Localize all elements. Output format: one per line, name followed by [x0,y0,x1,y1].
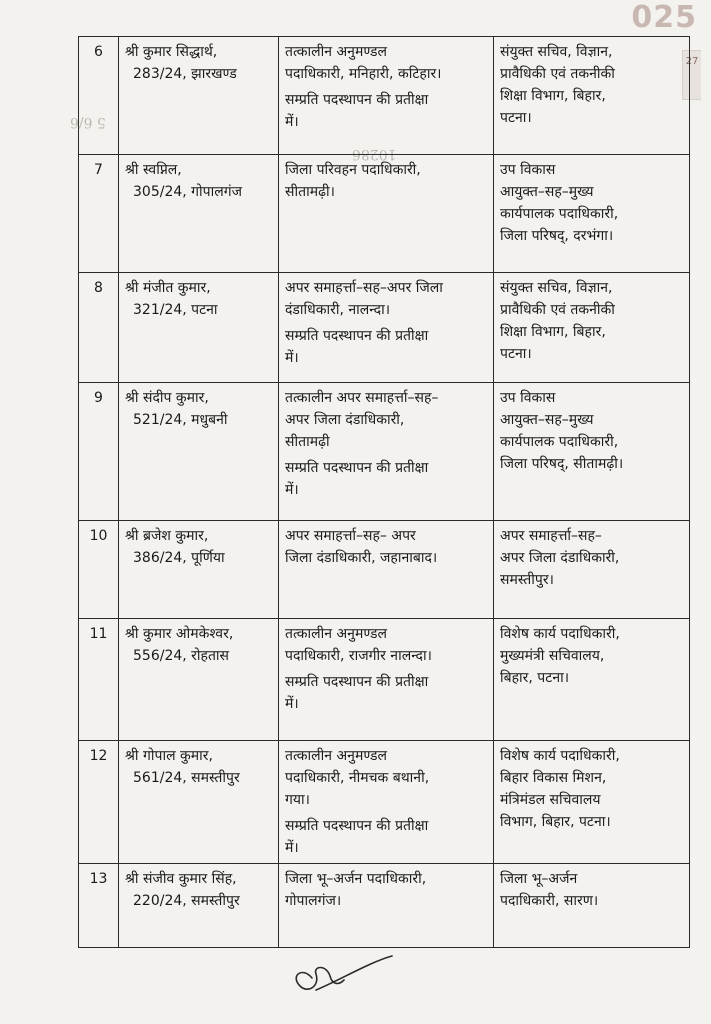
new-posting-line: कार्यपालक पदाधिकारी, [500,206,619,222]
table-row [79,37,690,155]
year-stamp: 025 [631,0,697,35]
table-row [79,864,690,948]
current-post-line: सीतामढ़ी [285,434,330,450]
current-post [279,864,494,948]
officer-name-line: 220/24, समस्तीपुर [133,893,240,909]
officer-name-line: 321/24, पटना [133,302,218,318]
new-posting-line: आयुक्त–सह–मुख्य [500,184,594,200]
officer-name-line: श्री संजीव कुमार सिंह, [125,871,237,887]
officer-name-line: श्री कुमार सिद्धार्थ, [125,44,218,60]
new-posting-line: विशेष कार्य पदाधिकारी, [500,748,620,764]
serial-number: 13 [79,864,119,948]
current-post-line: अपर समाहर्त्ता–सह–अपर जिला [285,280,443,296]
new-posting-line: पटना। [500,346,532,362]
new-posting-line: पदाधिकारी, सारण। [500,893,599,909]
awaiting-posting-note [285,325,487,369]
awaiting-posting-note [285,815,487,859]
new-posting-line: अपर जिला दंडाधिकारी, [500,550,620,566]
new-posting-line: विशेष कार्य पदाधिकारी, [500,626,620,642]
officer-name [119,273,279,383]
table-row [79,619,690,741]
current-post [279,741,494,864]
faint-bleed-through-number: 10286 [352,146,397,162]
new-posting-line: जिला परिषद्, दरभंगा। [500,228,614,244]
officer-name-line: 305/24, गोपालगंज [133,184,243,200]
table-row [79,383,690,521]
new-posting-line: बिहार, पटना। [500,670,570,686]
new-posting-line: मुख्यमंत्री सचिवालय, [500,648,605,664]
current-post-line: जिला भू–अर्जन पदाधिकारी, [285,871,427,887]
awaiting-posting-note-line: में। [285,840,299,856]
current-post-line: पदाधिकारी, राजगीर नालन्दा। [285,648,432,664]
officer-name-line: 386/24, पूर्णिया [133,550,225,566]
current-post [279,521,494,619]
officer-name [119,741,279,864]
officer-name-line: 556/24, रोहतास [133,648,230,664]
awaiting-posting-note-line: में। [285,350,299,366]
officer-name-line: श्री ब्रजेश कुमार, [125,528,209,544]
serial-number: 11 [79,619,119,741]
new-posting-line: संयुक्त सचिव, विज्ञान, [500,44,613,60]
new-posting-line: अपर समाहर्त्ता–सह– [500,528,602,544]
officer-name-line: 521/24, मधुबनी [133,412,228,428]
new-posting-line: पटना। [500,110,532,126]
new-posting-line: आयुक्त–सह–मुख्य [500,412,594,428]
awaiting-posting-note-line: सम्प्रति पदस्थापन की प्रतीक्षा [285,460,429,476]
new-posting-line: संयुक्त सचिव, विज्ञान, [500,280,613,296]
new-posting-line: उप विकास [500,390,556,406]
new-posting [494,741,690,864]
new-posting-line: शिक्षा विभाग, बिहार, [500,324,606,340]
officer-name [119,521,279,619]
new-posting [494,37,690,155]
new-posting [494,619,690,741]
awaiting-posting-note [285,457,487,501]
current-post-line: तत्कालीन अनुमण्डल [285,626,387,642]
current-post-line: गया। [285,792,310,808]
signature [280,950,400,1010]
awaiting-posting-note-line: सम्प्रति पदस्थापन की प्रतीक्षा [285,674,429,690]
current-post-line: अपर जिला दंडाधिकारी, [285,412,405,428]
officer-name [119,383,279,521]
new-posting [494,273,690,383]
current-post-line: पदाधिकारी, मनिहारी, कटिहार। [285,66,442,82]
new-posting-line: जिला भू–अर्जन [500,871,578,887]
serial-number: 6 [79,37,119,155]
current-post [279,37,494,155]
awaiting-posting-note-line: सम्प्रति पदस्थापन की प्रतीक्षा [285,818,429,834]
new-posting [494,383,690,521]
current-post-line: तत्कालीन अनुमण्डल [285,748,387,764]
serial-number: 7 [79,155,119,273]
new-posting-line: कार्यपालक पदाधिकारी, [500,434,619,450]
officer-name-line: श्री कुमार ओमकेश्वर, [125,626,234,642]
officer-name [119,864,279,948]
awaiting-posting-note-line: सम्प्रति पदस्थापन की प्रतीक्षा [285,92,429,108]
table-row [79,155,690,273]
officer-name-line: 561/24, समस्तीपुर [133,770,240,786]
faint-bleed-through-mark: 5 6/6 [70,114,106,130]
officer-name [119,155,279,273]
new-posting-line: बिहार विकास मिशन, [500,770,607,786]
page-tab: 27 [682,50,701,100]
awaiting-posting-note [285,671,487,715]
awaiting-posting-note-line: में। [285,696,299,712]
new-posting-line: समस्तीपुर। [500,572,554,588]
current-post-line: सीतामढ़ी। [285,184,335,200]
current-post-line: पदाधिकारी, नीमचक बथानी, [285,770,430,786]
officer-name [119,619,279,741]
current-post [279,619,494,741]
new-posting-line: प्रावैधिकी एवं तकनीकी [500,302,615,318]
current-post-line: जिला परिवहन पदाधिकारी, [285,162,421,178]
officer-name [119,37,279,155]
awaiting-posting-note-line: में। [285,482,299,498]
officer-name-line: श्री स्वप्निल, [125,162,182,178]
new-posting [494,521,690,619]
serial-number: 10 [79,521,119,619]
current-post-line: जिला दंडाधिकारी, जहानाबाद। [285,550,438,566]
table-row [79,741,690,864]
serial-number: 9 [79,383,119,521]
serial-number: 8 [79,273,119,383]
officer-name-line: श्री मंजीत कुमार, [125,280,211,296]
new-posting-line: विभाग, बिहार, पटना। [500,814,611,830]
current-post-line: तत्कालीन अपर समाहर्त्ता–सह– [285,390,439,406]
new-posting-line: प्रावैधिकी एवं तकनीकी [500,66,615,82]
new-posting-line: उप विकास [500,162,556,178]
transfer-posting-table [78,36,690,948]
new-posting-line: जिला परिषद्, सीतामढ़ी। [500,456,624,472]
current-post [279,273,494,383]
current-post [279,155,494,273]
awaiting-posting-note [285,89,487,133]
current-post-line: दंडाधिकारी, नालन्दा। [285,302,390,318]
awaiting-posting-note-line: में। [285,114,299,130]
new-posting [494,864,690,948]
new-posting-line: शिक्षा विभाग, बिहार, [500,88,606,104]
officer-name-line: श्री गोपाल कुमार, [125,748,213,764]
officer-name-line: 283/24, झारखण्ड [133,66,237,82]
table-row [79,273,690,383]
serial-number: 12 [79,741,119,864]
current-post-line: गोपालगंज। [285,893,342,909]
awaiting-posting-note-line: सम्प्रति पदस्थापन की प्रतीक्षा [285,328,429,344]
current-post-line: तत्कालीन अनुमण्डल [285,44,387,60]
current-post [279,383,494,521]
officer-name-line: श्री संदीप कुमार, [125,390,209,406]
new-posting [494,155,690,273]
table-row [79,521,690,619]
current-post-line: अपर समाहर्त्ता–सह– अपर [285,528,416,544]
new-posting-line: मंत्रिमंडल सचिवालय [500,792,601,808]
